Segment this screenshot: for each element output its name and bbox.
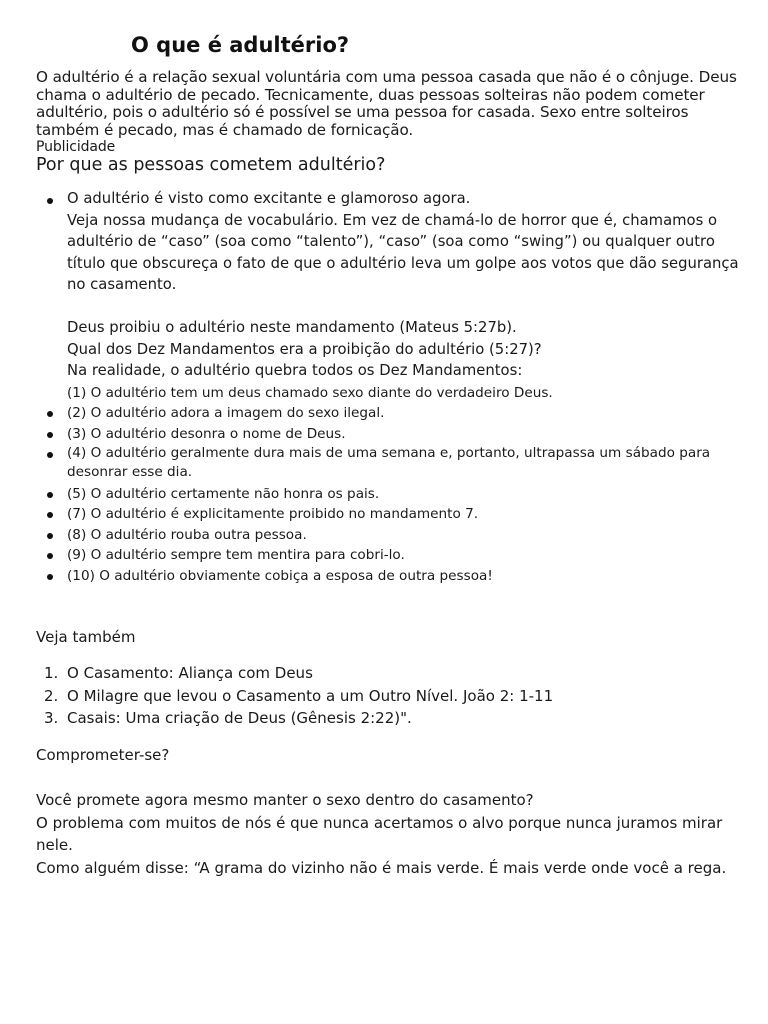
page-title: O que é adultério? <box>131 33 350 57</box>
closing-section <box>36 744 756 879</box>
commandment-item: (9) O adultério sempre tem mentira para cobri-lo. <box>36 545 756 566</box>
see-also-link[interactable]: Casais: Uma criação de Deus (Gênesis 2:22)". <box>67 709 412 727</box>
spacer <box>36 767 756 790</box>
reason-item <box>36 188 756 586</box>
commandment-line: Deus proibiu o adultério neste mandamento (Mateus 5:27b). <box>67 318 517 336</box>
see-also-item[interactable] <box>36 707 756 730</box>
see-also-item[interactable] <box>36 662 756 685</box>
commandment-line: Na realidade, o adultério quebra todos os Dez Mandamentos: <box>67 362 523 380</box>
item-number: 1. <box>44 664 59 682</box>
section-heading: Por que as pessoas cometem adultério? <box>36 155 386 175</box>
commandments-list <box>67 382 756 587</box>
commandment-item: (2) O adultério adora a imagem do sexo ilegal. <box>36 403 756 424</box>
item-number: 3. <box>44 709 59 727</box>
item-number: 2. <box>44 686 59 705</box>
commandment-item: (1) O adultério tem um deus chamado sexo diante do verdadeiro Deus. <box>67 384 553 401</box>
spacer <box>67 296 756 317</box>
see-also-link[interactable]: O Casamento: Aliança com Deus <box>67 664 313 682</box>
closing-quote: Como alguém disse: “A grama do vizinho não é mais verde. É mais verde onde você a rega. <box>36 858 727 877</box>
see-also-list <box>36 662 756 730</box>
reasons-list <box>36 188 756 586</box>
commandment-item: (8) O adultério rouba outra pessoa. <box>36 525 756 546</box>
commandment-item: (7) O adultério é explicitamente proibido no mandamento 7. <box>36 504 756 525</box>
ad-label: Publicidade <box>36 139 116 155</box>
commandment-item: (10) O adultério obviamente cobiça a esposa de outra pessoa! <box>36 566 756 587</box>
intro-text: O adultério é a relação sexual voluntária com uma pessoa casada que não é o cônjuge. Deus chama o adultério de pecado. Tecnicamente, duas pessoas solteiras não podem cometer adultério, pois o adultério só é possível se uma pessoa for casada. Sexo entre solteiros também é pecado, mas é chamado de fornicação. <box>36 68 737 139</box>
vocabulary-paragraph: Veja nossa mudança de vocabulário. Em vez de chamá-lo de horror que é, chamamos o adultério de “caso” (soa como “talento”), “caso” (soa como “swing”) ou qualquer outro título que obscureça o fato de que o adultério leva um golpe aos votos que dão segurança no casamento. <box>67 211 739 294</box>
closing-problem: O problema com muitos de nós é que nunca acertamos o alvo porque nunca juramos mirar nele. <box>36 813 723 854</box>
intro-paragraph <box>36 69 751 156</box>
commandment-item: (5) O adultério certamente não honra os pais. <box>36 484 756 505</box>
see-also-heading: Veja também <box>36 628 136 646</box>
see-also-link[interactable]: O Milagre que levou o Casamento a um Outro Nível. João 2: 1-11 <box>67 686 554 705</box>
closing-promise: Você promete agora mesmo manter o sexo dentro do casamento? <box>36 791 534 809</box>
commandment-item: (3) O adultério desonra o nome de Deus. <box>36 424 756 445</box>
closing-question: Comprometer-se? <box>36 746 170 764</box>
see-also-item[interactable] <box>36 685 756 708</box>
commandment-item: (4) O adultério geralmente dura mais de uma semana e, portanto, ultrapassa um sábado para desonrar esse dia. <box>36 444 756 482</box>
commandment-line: Qual dos Dez Mandamentos era a proibição do adultério (5:27)? <box>67 340 542 358</box>
reason-lead: O adultério é visto como excitante e glamoroso agora. <box>67 190 471 207</box>
